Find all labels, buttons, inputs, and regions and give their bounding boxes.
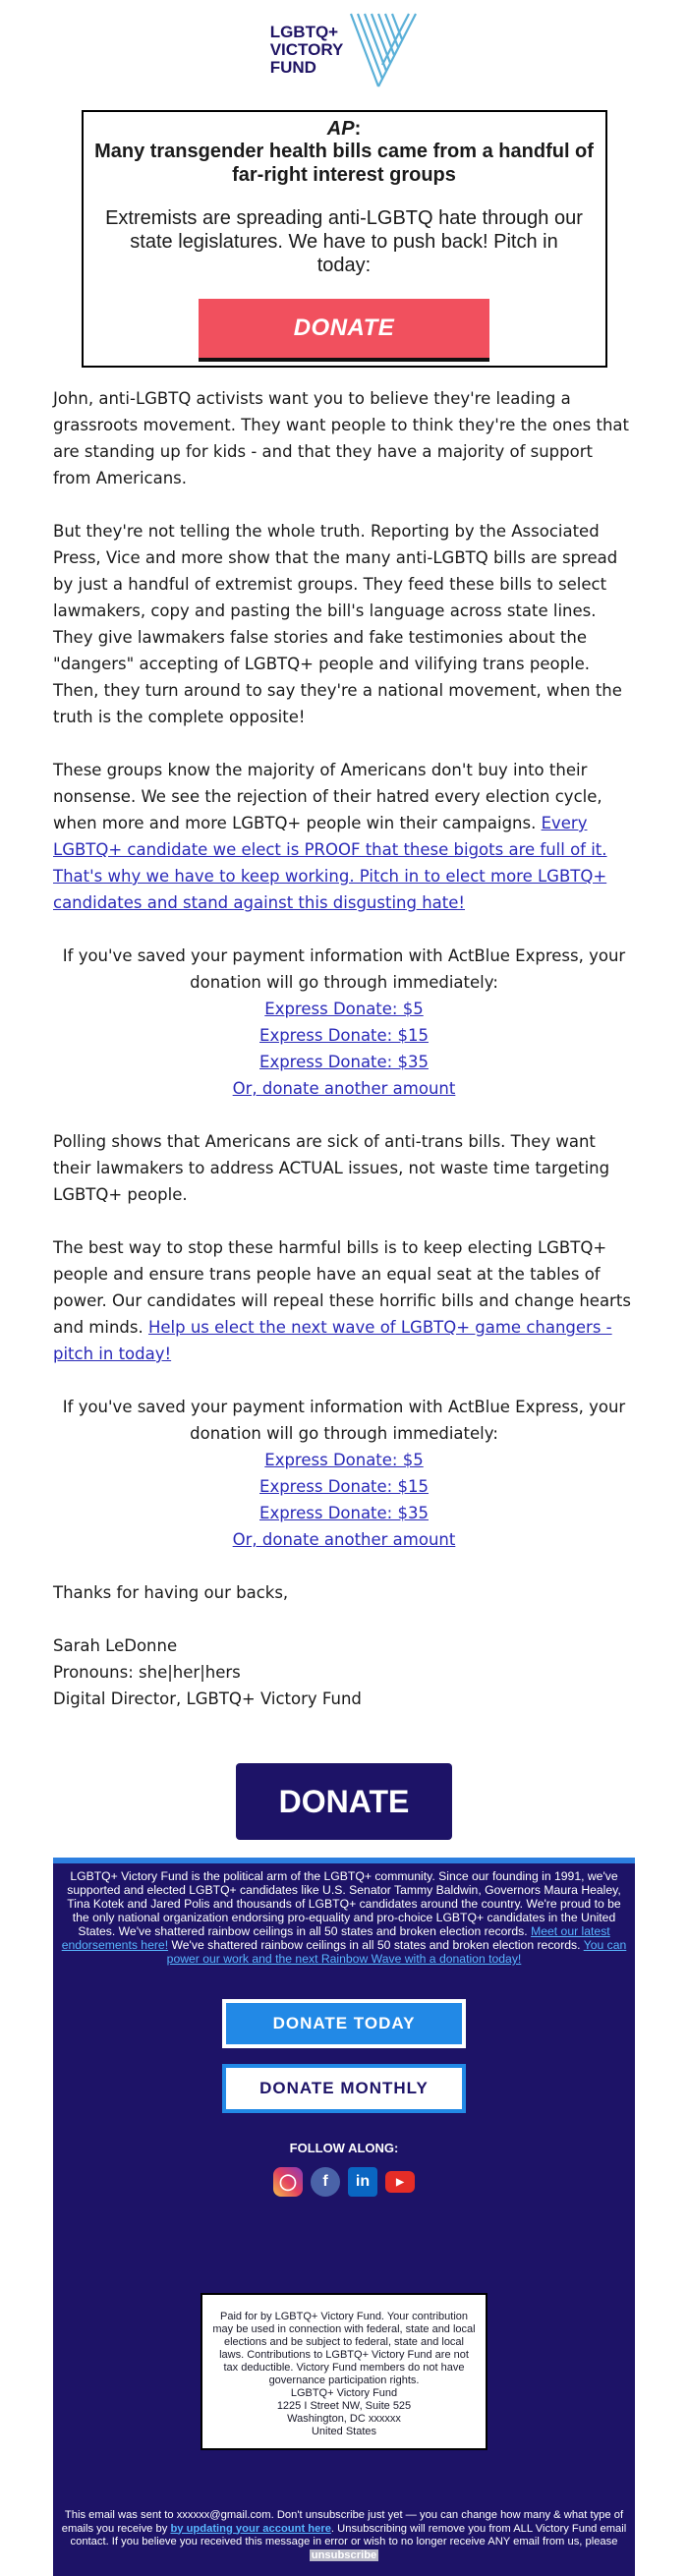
game-changers-link[interactable]: Help us elect the next wave of LGBTQ+ game changers - pitch in today! bbox=[53, 1318, 612, 1363]
instagram-icon[interactable]: ◯ bbox=[273, 2167, 303, 2197]
body-paragraph-4: Polling shows that Americans are sick of anti-trans bills. They want their lawmakers to address ACTUAL issues, not waste time targeting LGBTQ+ people. bbox=[53, 1132, 610, 1204]
express-intro: If you've saved your payment information with ActBlue Express, your donation will go through immediately: bbox=[62, 1398, 626, 1443]
logo-wordmark: LGBTQ+ VICTORY FUND bbox=[269, 23, 344, 77]
paid-for-disclaimer bbox=[201, 2293, 487, 2450]
signature-name: Sarah LeDonne bbox=[53, 1636, 178, 1655]
social-links bbox=[53, 2167, 635, 2197]
body-paragraph-5: The best way to stop these harmful bills is to keep electing LGBTQ+ people and ensure trans people have an equal seat at the tables of power. Our candidates will repeal these horrific bills and change hearts and minds. Help us elect the next wave of LGBTQ+ game changers - pitch in today! bbox=[53, 1238, 631, 1363]
unsubscribe-text: This email was sent to xxxxxx@gmail.com. Don't unsubscribe just yet — you can change how many & what type of emails you receive by by updating your account here. Unsubscribing will remove you from ALL Victory Fund email contact. If you believe you received this message in error or wish to no longer receive ANY email from us, please unsubscribe bbox=[61, 2509, 627, 2561]
facebook-icon[interactable]: f bbox=[311, 2167, 340, 2197]
address-street: 1225 I Street NW, Suite 525 bbox=[276, 2400, 412, 2412]
logo-v-icon bbox=[349, 12, 418, 88]
express-donate-block-1 bbox=[53, 943, 635, 1102]
donate-monthly-button[interactable]: DONATE MONTHLY bbox=[222, 2064, 466, 2113]
logo bbox=[0, 0, 688, 90]
express-donate-35-link[interactable]: Express Donate: $35 bbox=[259, 1504, 429, 1522]
express-donate-15-link[interactable]: Express Donate: $15 bbox=[259, 1477, 429, 1496]
express-donate-15-link[interactable]: Express Donate: $15 bbox=[259, 1026, 429, 1045]
express-intro: If you've saved your payment information with ActBlue Express, your donation will go through immediately: bbox=[62, 946, 626, 992]
signature bbox=[53, 1632, 635, 1712]
ap-headline: Many transgender health bills came from a handful of far-right interest groups bbox=[94, 141, 594, 186]
update-account-link[interactable]: by updating your account here bbox=[170, 2522, 331, 2535]
body-paragraph-3: These groups know the majority of Americans don't buy into their nonsense. We see the rejection of their hatred every election cycle, when more and more LGBTQ+ people win their campaigns. Every LGBTQ+ candidate we elect is PROOF that these bigots are full of it. That's why we have to keep working. Pitch in to elect more LGBTQ+ candidates and stand against this disgusting hate! bbox=[53, 761, 607, 912]
follow-along-label: FOLLOW ALONG: bbox=[289, 2141, 399, 2155]
org-name: LGBTQ+ Victory Fund bbox=[290, 2387, 398, 2399]
express-donate-5-link[interactable]: Express Donate: $5 bbox=[264, 1451, 424, 1469]
endorsements-link[interactable]: Meet our latest endorsements here! bbox=[61, 1924, 610, 1952]
unsubscribe-link[interactable]: unsubscribe bbox=[311, 2548, 377, 2561]
address-country: United States bbox=[311, 2426, 377, 2437]
ap-donate-button[interactable]: DONATE bbox=[199, 299, 489, 362]
ap-callout-box bbox=[82, 110, 607, 368]
footer bbox=[53, 1858, 635, 2576]
express-donate-5-link[interactable]: Express Donate: $5 bbox=[264, 1000, 424, 1018]
youtube-icon[interactable]: ▶ bbox=[385, 2171, 415, 2193]
address-city: Washington, DC xxxxxx bbox=[287, 2413, 401, 2425]
email-body bbox=[0, 385, 688, 1712]
body-paragraph-2: But they're not telling the whole truth. Reporting by the Associated Press, Vice and more show that the many anti-LGBTQ bills are spread by just a handful of extremist groups. They feed these bills to select lawmakers, copy and pasting the bill's language across state lines. They give lawmakers false stories and fake testimonies about the "dangers" accepting of LGBTQ+ people and vilifying trans people. Then, they turn around to say they're a national movement, when the truth is the complete opposite! bbox=[53, 522, 622, 726]
express-donate-35-link[interactable]: Express Donate: $35 bbox=[259, 1053, 429, 1071]
ap-body-text: Extremists are spreading anti-LGBTQ hate through our state legislatures. We have to push back! Pitch in today: bbox=[105, 207, 583, 276]
rainbow-wave-donate-link[interactable]: You can power our work and the next Rainbow Wave with a donation today! bbox=[166, 1938, 627, 1966]
donate-other-amount-link[interactable]: Or, donate another amount bbox=[232, 1079, 456, 1098]
express-donate-block-2 bbox=[53, 1394, 635, 1553]
donate-today-button[interactable]: DONATE TODAY bbox=[222, 1999, 466, 2048]
body-paragraph-1: John, anti-LGBTQ activists want you to believe they're leading a grassroots movement. They want people to think they're the ones that are standing up for kids - and that they have a majority of support from Americans. bbox=[53, 389, 630, 487]
footer-about-text: LGBTQ+ Victory Fund is the political arm of the LGBTQ+ community. Since our founding in 1991, we've supported and elected LGBTQ+ candidates like U.S. Senator Tammy Baldwin, Governors Maura Healey, Tina Kotek and Jared Polis and thousands of LGBTQ+ candidates around the country. We're proud to be the only national organization endorsing pro-equality and pro-choice LGBTQ+ candidates in the United States. We've shattered rainbow ceilings in all 50 states and broken election records. Meet our latest endorsements here! We've shattered rainbow ceilings in all 50 states and broken election records. You can power our work and the next Rainbow Wave with a donation today! bbox=[61, 1869, 627, 1966]
thanks-line: Thanks for having our backs, bbox=[53, 1583, 289, 1602]
donate-button[interactable]: DONATE bbox=[236, 1763, 452, 1840]
signature-pronouns: Pronouns: she|her|hers bbox=[53, 1663, 241, 1682]
disclaimer-text: Paid for by LGBTQ+ Victory Fund. Your contribution may be used in connection with federal, state and local elections and be subject to federal, state and local laws. Contributions to LGBTQ+ Victory Fund are not tax deductible. Victory Fund members do not have governance participation rights. bbox=[212, 2311, 476, 2386]
donate-other-amount-link[interactable]: Or, donate another amount bbox=[232, 1530, 456, 1549]
linkedin-icon[interactable]: in bbox=[348, 2167, 377, 2197]
ap-source: AP: bbox=[326, 118, 362, 140]
signature-title: Digital Director, LGBTQ+ Victory Fund bbox=[53, 1689, 362, 1708]
elect-candidates-link[interactable]: Every LGBTQ+ candidate we elect is PROOF that these bigots are full of it. That's why we have to keep working. Pitch in to elect more LGBTQ+ candidates and stand against this disgusting hate! bbox=[53, 814, 607, 912]
